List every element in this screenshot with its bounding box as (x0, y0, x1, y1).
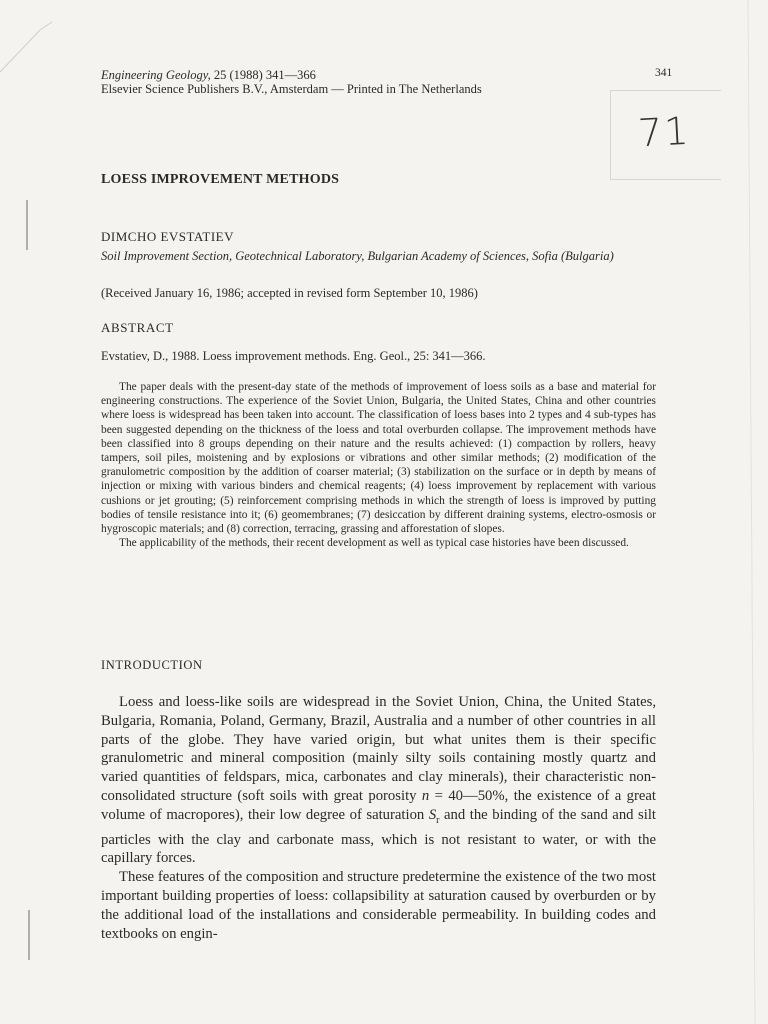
saturation-subscript: r (436, 814, 440, 826)
author-affiliation: Soil Improvement Section, Geotechnical Laboratory, Bulgarian Academy of Sciences, Sofia (Bulgaria) (101, 249, 614, 263)
saturation-symbol: S (428, 806, 437, 823)
porosity-symbol: n (421, 787, 430, 804)
scan-margin-mark (26, 200, 28, 250)
journal-name: Engineering Geology, (101, 68, 211, 82)
author-name: DIMCHO EVSTATIEV (101, 229, 234, 244)
introduction-paragraph: These features of the composition and structure predetermine the existence of the two most important building properties of loess: collapsibility at saturation caused by overburden or by the additional load of the installations and considerable permeability. In building codes and textbooks on engin- (101, 869, 656, 942)
page-number: 341 (655, 67, 673, 79)
abstract-heading: ABSTRACT (101, 320, 174, 335)
introduction-body (101, 693, 656, 943)
text-run: = 40—50%, the existence of a great volume of macropores), their low degree of saturation (101, 787, 656, 823)
received-dates: (Received January 16, 1986; accepted in revised form September 10, 1986) (101, 286, 478, 300)
abstract-paragraph: The applicability of the methods, their recent development as well as typical case histories have been discussed. (119, 537, 629, 550)
article-title: LOESS IMPROVEMENT METHODS (101, 172, 340, 187)
scan-margin-mark (28, 910, 30, 960)
publisher-line: Elsevier Science Publishers B.V., Amsterdam — Printed in The Netherlands (101, 82, 482, 96)
text-run: Loess and loess-like soils are widespread in the Soviet Union, China, the United States, Bulgaria, Romania, Poland, Germany, Brazil, Australia and a number of other countries in all parts of the globe. They have varied origin, but what unites them is their specific granulometric and mineral composition (mainly silty soils containing mostly quartz and varied quantities of feldspars, mica, carbonates and clay minerals), their characteristic non-consolidated structure (soft soils with great porosity (101, 694, 656, 804)
journal-citation (101, 68, 316, 82)
abstract-paragraph: The paper deals with the present-day state of the methods of improvement of loess soils as a base and material for engineering constructions. The experience of the Soviet Union, Bulgaria, the United States, China and other countries where loess is widespread has been taken into account. The classification of loess bases into 2 types and 4 sub-types has been suggested depending on the thickness of the loess and total overburden collapse. The improvement methods have been classified into 8 groups depending on their nature and the results achieved: (1) compaction by rollers, heavy tampers, soil piles, moistening and by explosions or vibrations and other similar methods; (2) modification of the granulometric composition by the addition of coarser material; (3) stabilization on the surface or in depth by means of injection or mixing with various binders and chemical reagents; (4) loess improvement by replacement with various cushions or jet grouting; (5) reinforcement comprising methods in which the strength of loess is improved by putting bodies of tensile resistance into it; (6) geomembranes; (7) desiccation by different draining systems, electro-osmosis or hygroscopic materials; and (8) correction, terracing, grassing and afforestation of slopes. (101, 381, 656, 536)
introduction-paragraph (101, 693, 656, 868)
volume-info: 25 (1988) 341—366 (213, 68, 316, 82)
text-run: and the binding of the sand and silt particles with the clay and carbonate mass, which is not resistant to water, or with the capillary forces. (101, 806, 656, 867)
handwritten-number: 71 (636, 108, 692, 156)
abstract-body (101, 380, 656, 550)
abstract-citation: Evstatiev, D., 1988. Loess improvement methods. Eng. Geol., 25: 341—366. (101, 349, 486, 363)
introduction-heading: INTRODUCTION (101, 658, 203, 672)
